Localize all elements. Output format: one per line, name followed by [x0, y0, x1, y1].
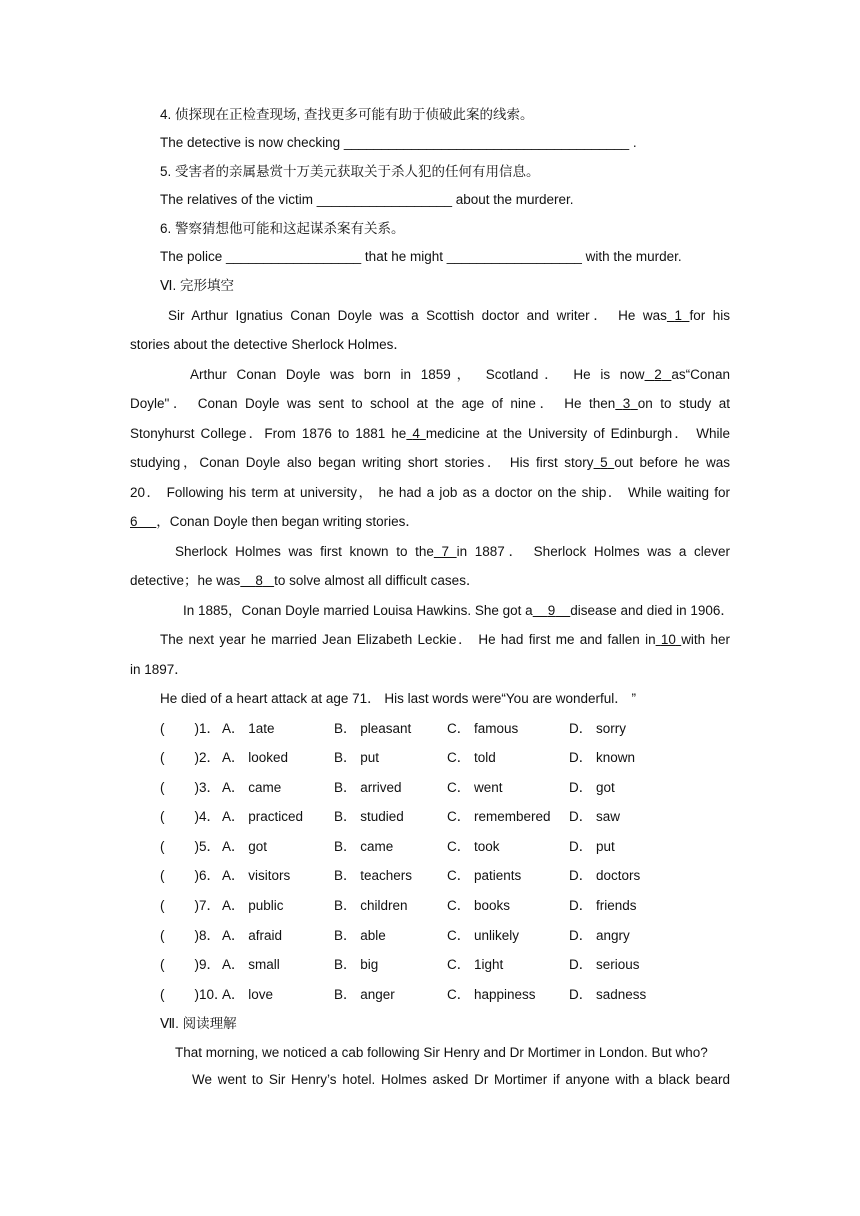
option-d: D． angry	[569, 928, 630, 943]
option-b: B． teachers	[334, 868, 413, 883]
blank-7: 7	[441, 544, 449, 559]
question-number[interactable]: ( )7．	[160, 898, 221, 913]
option-d: D． friends	[569, 898, 637, 913]
reading-heading: Ⅶ. 阅读理解	[160, 1016, 237, 1031]
option-a: A． afraid	[222, 928, 283, 943]
option-b: B． put	[334, 750, 380, 765]
cloze-p6: He died of a heart attack at age 71． His last words were“You are wonderful． ”	[160, 691, 636, 706]
question-number[interactable]: ( )4．	[160, 809, 221, 824]
option-d: D． got	[569, 780, 615, 795]
option-d: D． doctors	[569, 868, 641, 883]
blank-4: 4	[412, 426, 420, 441]
question-number[interactable]: ( )1．	[160, 721, 221, 736]
option-a: A． small	[222, 957, 280, 972]
reading-line-1: That morning, we noticed a cab following Sir Henry and Dr Mortimer in London. But who?	[175, 1045, 708, 1060]
cloze-heading: Ⅵ. 完形填空	[160, 278, 234, 293]
option-c: C． patients	[447, 868, 522, 883]
cloze-p2-line6: 6 ，Conan Doyle then began writing stories．	[130, 514, 419, 529]
translation-4-en: The detective is now checking ______________________________________ .	[160, 135, 637, 150]
reading-line-2: We went to Sir Henry’s hotel. Holmes asked Dr Mortimer if anyone with a black beard	[192, 1072, 730, 1087]
translation-5-cn: 5. 受害者的亲属悬赏十万美元获取关于杀人犯的任何有用信息。	[160, 164, 540, 179]
option-b: B． anger	[334, 987, 395, 1002]
translation-6-cn: 6. 警察猜想他可能和这起谋杀案有关系。	[160, 221, 405, 236]
question-number[interactable]: ( )3．	[160, 780, 221, 795]
option-a: A． love	[222, 987, 274, 1002]
option-b: B． children	[334, 898, 408, 913]
option-a: A． public	[222, 898, 284, 913]
cloze-p3-line1: Sherlock Holmes was first known to the 7 in 1887． Sherlock Holmes was a clever	[175, 544, 730, 559]
option-b: B． big	[334, 957, 379, 972]
option-c: C． went	[447, 780, 503, 795]
cloze-p2-line1: Arthur Conan Doyle was born in 1859， Scotland． He is now 2 as“Conan	[190, 367, 730, 382]
cloze-p1-line2: stories about the detective Sherlock Holmes．	[130, 337, 407, 352]
option-b: B． arrived	[334, 780, 402, 795]
question-number[interactable]: ( )9．	[160, 957, 221, 972]
option-a: A． came	[222, 780, 282, 795]
option-a: A． visitors	[222, 868, 291, 883]
option-c: C． remembered	[447, 809, 551, 824]
cloze-p1-line1: Sir Arthur Ignatius Conan Doyle was a Scottish doctor and writer． He was 1 for his	[168, 308, 730, 323]
cloze-p2-line5: 20． Following his term at university， he had a job as a doctor on the ship． While waiting for	[130, 485, 730, 500]
blank-6: 6	[130, 514, 138, 529]
option-d: D． sorry	[569, 721, 626, 736]
option-d: D． sadness	[569, 987, 647, 1002]
option-c: C． took	[447, 839, 500, 854]
blank-10: 10	[660, 632, 676, 647]
blank-3: 3	[622, 396, 631, 411]
option-b: B． studied	[334, 809, 404, 824]
option-d: D． put	[569, 839, 615, 854]
blank-2: 2	[654, 367, 662, 382]
translation-6-en: The police __________________ that he might __________________ with the murder.	[160, 249, 682, 264]
option-c: C． unlikely	[447, 928, 520, 943]
translation-4-cn: 4. 侦探现在正检查现场, 查找更多可能有助于侦破此案的线索。	[160, 107, 534, 122]
option-a: A． got	[222, 839, 268, 854]
cloze-p4: In 1885，Conan Doyle married Louisa Hawkins. She got a 9 disease and died in 1906．	[183, 603, 734, 618]
question-number[interactable]: ( )8．	[160, 928, 221, 943]
translation-5-en: The relatives of the victim __________________ about the murderer.	[160, 192, 574, 207]
question-number[interactable]: ( )2．	[160, 750, 221, 765]
option-b: B． came	[334, 839, 394, 854]
option-a: A． looked	[222, 750, 289, 765]
option-c: C． happiness	[447, 987, 536, 1002]
blank-9: 9	[547, 603, 556, 618]
option-c: C． told	[447, 750, 496, 765]
option-b: B． pleasant	[334, 721, 412, 736]
option-d: D． known	[569, 750, 636, 765]
cloze-p2-line3: Stonyhurst College．From 1876 to 1881 he 4 medicine at the University of Edinburgh． While	[130, 426, 730, 441]
cloze-p3-line2: detective；he was 8 to solve almost all difficult cases．	[130, 573, 480, 588]
option-c: C． famous	[447, 721, 519, 736]
blank-5: 5	[600, 455, 608, 470]
option-d: D． saw	[569, 809, 621, 824]
option-d: D． serious	[569, 957, 640, 972]
blank-8: 8	[255, 573, 263, 588]
option-a: A． practiced	[222, 809, 304, 824]
option-c: C． books	[447, 898, 511, 913]
option-a: A． 1ate	[222, 721, 275, 736]
cloze-p2-line4: studying，Conan Doyle also began writing short stories． His first story 5 out before he was	[130, 455, 730, 470]
cloze-p5-line1: The next year he married Jean Elizabeth Leckie． He had first me and fallen in 10 with her	[160, 632, 730, 647]
option-b: B． able	[334, 928, 386, 943]
cloze-p5-line2: in 1897．	[130, 662, 188, 677]
cloze-p2-line2: Doyle"． Conan Doyle was sent to school at the age of nine． He then 3 on to study at	[130, 396, 730, 411]
option-c: C． 1ight	[447, 957, 504, 972]
question-number[interactable]: ( )6．	[160, 868, 221, 883]
question-number[interactable]: ( )5．	[160, 839, 221, 854]
blank-1: 1	[674, 308, 682, 323]
question-number[interactable]: ( )10．	[160, 987, 228, 1002]
